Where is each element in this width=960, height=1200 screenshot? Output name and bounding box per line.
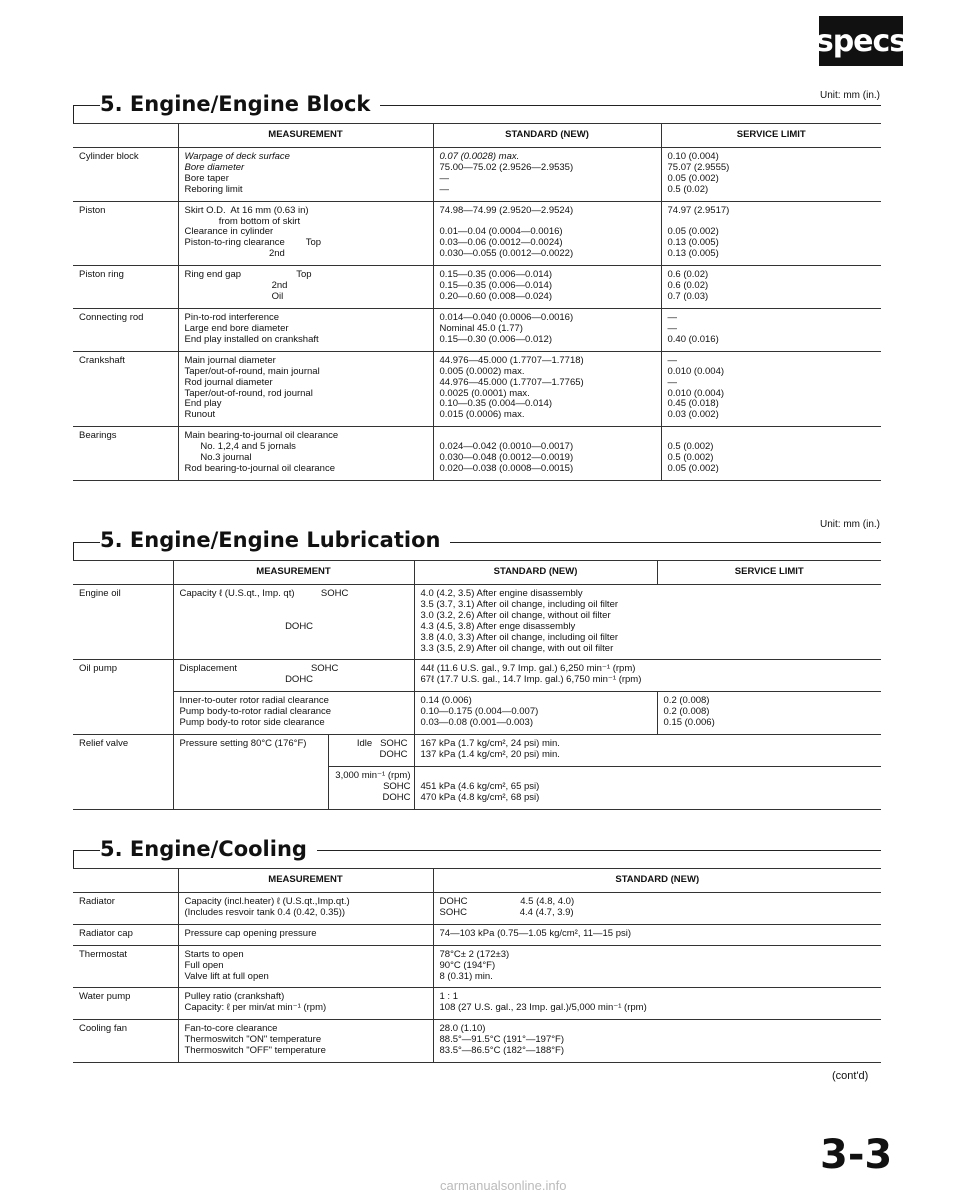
text-line: DOHC [361,748,408,760]
header-measurement: MEASUREMENT [178,869,433,893]
section-title-engine-block: 5. Engine/Engine Block [100,92,380,116]
text-line: 0.2 (0.008) [663,706,710,718]
section-title-cooling: 5. Engine/Cooling [100,837,317,861]
text-line: 83.5°—86.5°C (182°—188°F) [439,1045,565,1057]
row-measurement: Pressure setting 80°C (176°F) [173,735,328,810]
text-line: Capacity: ℓ per min/at min⁻¹ (rpm) [184,1002,327,1014]
text-line: Main bearing-to-journal oil clearance [184,430,339,442]
text-line: — [667,376,677,388]
text-line: End play installed on crankshaft [184,333,319,345]
text-line: 0.15—0.30 (0.006—0.012) [439,333,552,345]
text-line: 2nd [184,280,288,292]
text-line: Valve lift at full open [184,970,269,982]
text-line: 0.15—0.35 (0.006—0.014) [439,269,552,281]
text-line: 0.45 (0.018) [667,398,719,410]
section-corner [73,850,74,868]
text-line: 3.0 (3.2, 2.6) After oil change, without oil filter [420,609,611,621]
text-line: — [439,172,449,184]
text-line: Pump body-to-rotor radial clearance [179,706,332,718]
text-line: DOHC [382,791,411,803]
text-line: (Includes resvoir tank 0.4 (0.42, 0.35)) [184,906,346,918]
text-line: 0.13 (0.005) [667,237,719,249]
text-line: 0.5 (0.02) [667,183,709,195]
text-line: Reboring limit [184,183,243,195]
text-line: Pressure cap opening pressure [184,927,317,939]
row-category: Water pump [73,988,178,1020]
text-line: 0.15—0.35 (0.006—0.014) [439,280,552,292]
text-line: 44.976—45.000 (1.7707—1.7765) [439,376,584,388]
text-line: DOHC 4.5 (4.8, 4.0) [439,895,575,907]
row-standard [414,660,881,692]
text-line: 8 (0.31) min. [439,970,493,982]
row-service-limit [657,692,881,735]
watermark: carmanualsonline.info [440,1178,567,1193]
text-line: Bore diameter [184,161,245,173]
text-line: 470 kPa (4.8 kg/cm², 68 psi) [420,791,540,803]
table-row [73,892,881,924]
text-line: 0.014—0.040 (0.0006—0.0016) [439,311,574,323]
text-line: 0.05 (0.002) [667,172,719,184]
header-service-limit: SERVICE LIMIT [661,124,881,148]
text-line: Clearance in cylinder [184,226,274,238]
text-line: 451 kPa (4.6 kg/cm², 65 psi) [420,780,540,792]
row-lim [661,427,881,481]
table-row [73,692,881,735]
row-meas [178,924,433,945]
text-line: 0.05 (0.002) [667,226,719,238]
table-row [73,351,881,427]
row-standard [414,584,881,660]
text-line: Pulley ratio (crankshaft) [184,991,285,1003]
text-line: 88.5°—91.5°C (191°—197°F) [439,1034,565,1046]
text-line: 0.024—0.042 (0.0010—0.0017) [439,441,574,453]
text-line: No.3 journal [184,452,252,464]
row-std [433,924,881,945]
text-line: 0.5 (0.002) [667,441,714,453]
text-line: Large end bore diameter [184,322,289,334]
table-row [73,427,881,481]
text-line: 0.015 (0.0006) max. [439,409,525,421]
row-meas [178,427,433,481]
text-line: Starts to open [184,948,244,960]
text-line: Runout [184,409,216,421]
text-line: — [439,183,449,195]
text-line: 1 : 1 [439,991,458,1003]
row-meas [178,201,433,266]
text-line: 3,000 min⁻¹ (rpm) [335,769,411,781]
text-line: 108 (27 U.S. gal., 23 Imp. gal.)/5,000 min⁻¹ (rpm) [439,1002,647,1014]
specs-badge: specs [819,16,903,66]
text-line: Fan-to-core clearance [184,1023,278,1035]
text-line [180,600,408,611]
text-line: 0.010 (0.004) [667,365,725,377]
text-line: 0.005 (0.0002) max. [439,365,525,377]
row-category: Piston ring [73,266,178,309]
text-line: 0.14 (0.006) [420,695,472,707]
text-line: 0.2 (0.008) [663,695,710,707]
text-line: 75.07 (2.9555) [667,161,730,173]
text-line: Rod bearing-to-journal oil clearance [184,463,336,475]
lubrication-table [73,560,881,810]
header-category [73,869,178,893]
table-row [73,988,881,1020]
text-line: 3.5 (3.7, 3.1) After oil change, including oil filter [420,598,619,610]
text-line: Taper/out-of-round, main journal [184,365,320,377]
engine-block-table [73,123,881,481]
row-std [433,308,661,351]
row-category: Radiator cap [73,924,178,945]
table-row [73,584,881,660]
row-std [433,147,661,201]
header-standard: STANDARD (NEW) [414,561,657,585]
row-meas [178,147,433,201]
row-category: Relief valve [73,735,173,810]
text-line: 0.5 (0.002) [667,452,714,464]
row-lim [661,201,881,266]
text-line: 0.6 (0.02) [667,269,709,281]
row-std [433,266,661,309]
text-line: Displacement SOHC [179,663,339,675]
text-line: Capacity (incl.heater) ℓ (U.S.qt.,Imp.qt.) [184,895,350,907]
row-lim [661,147,881,201]
text-line: 0.05 (0.002) [667,463,719,475]
table-row [73,147,881,201]
text-line: SOHC [383,780,411,792]
table-row [73,308,881,351]
text-line: Thermoswitch "ON" temperature [184,1034,322,1046]
text-line: 0.030—0.048 (0.0012—0.0019) [439,452,574,464]
row-lim [661,266,881,309]
text-line: 74.98—74.99 (2.9520—2.9524) [439,204,574,216]
text-line: — [667,322,677,334]
text-line: — [667,311,677,323]
row-category: Engine oil [73,584,173,660]
text-line: Skirt O.D. At 16 mm (0.63 in) [184,204,309,216]
text-line: 4.3 (4.5, 3.8) After enge disassembly [420,620,576,632]
table-row [73,201,881,266]
text-line: No. 1,2,4 and 5 jornals [184,441,296,453]
text-line: 0.10 (0.004) [667,150,719,162]
text-line: Thermoswitch "OFF" temperature [184,1045,326,1057]
row-standard [414,692,657,735]
text-line: 0.03—0.08 (0.001—0.003) [420,717,534,729]
text-line: 167 kPa (1.7 kg/cm², 24 psi) min. [420,738,560,750]
unit-label: Unit: mm (in.) [820,519,880,530]
text-line: 44.976—45.000 (1.7707—1.7718) [439,354,584,366]
table-row [73,1020,881,1063]
text-line: Taper/out-of-round, rod journal [184,387,313,399]
row-meas [178,351,433,427]
text-line: Ring end gap Top [184,269,312,281]
text-line: 78°C± 2 (172±3) [439,948,510,960]
text-line: 0.20—0.60 (0.008—0.024) [439,291,552,303]
text-line: 0.6 (0.02) [667,280,709,292]
text-line: 0.03—0.06 (0.0012—0.0024) [439,237,563,249]
text-line: SOHC 4.4 (4.7, 3.9) [439,906,574,918]
unit-label: Unit: mm (in.) [820,90,880,101]
text-line: Capacity ℓ (U.S.qt., Imp. qt) SOHC [179,587,349,599]
text-line: 3.8 (4.0, 3.3) After oil change, including oil filter [420,631,619,643]
text-line: 74—103 kPa (0.75—1.05 kg/cm², 11—15 psi) [439,927,632,939]
text-line: Piston-to-ring clearance Top [184,237,322,249]
text-line: Rod journal diameter [184,376,273,388]
row-standard [414,766,881,809]
text-line: Nominal 45.0 (1.77) [439,322,523,334]
text-line: 0.030—0.055 (0.0012—0.0022) [439,248,574,260]
row-standard [414,735,881,767]
text-line: 0.0025 (0.0001) max. [439,387,530,399]
row-meas [178,266,433,309]
row-category: Cylinder block [73,147,178,201]
table-row [73,924,881,945]
row-category: Piston [73,201,178,266]
text-line: Full open [184,959,224,971]
row-category: Crankshaft [73,351,178,427]
row-std [433,351,661,427]
section-title-lubrication: 5. Engine/Engine Lubrication [100,528,450,552]
text-line: 44ℓ (11.6 U.S. gal., 9.7 Imp. gal.) 6,250 min⁻¹ (rpm) [420,663,636,675]
section-corner [73,542,74,560]
text-line: Inner-to-outer rotor radial clearance [179,695,329,707]
row-category: Thermostat [73,945,178,988]
continued-label: (cont'd) [832,1070,869,1082]
text-line: 137 kPa (1.4 kg/cm², 20 psi) min. [420,748,560,760]
text-line: 4.0 (4.2, 3.5) After engine disassembly [420,587,583,599]
row-lim [661,351,881,427]
header-category [73,124,178,148]
row-category: Connecting rod [73,308,178,351]
row-meas [178,1020,433,1063]
table-row [73,660,881,692]
text-line: 90°C (194°F) [439,959,496,971]
text-line: Idle SOHC [356,738,408,750]
text-line: from bottom of skirt [184,215,301,227]
text-line: 0.03 (0.002) [667,409,719,421]
row-meas [178,945,433,988]
section-corner [73,105,74,123]
row-meas [178,308,433,351]
text-line: 0.10—0.175 (0.004—0.007) [420,706,539,718]
row-condition [328,766,414,809]
text-line: 0.13 (0.005) [667,248,719,260]
page-number: 3-3 [820,1132,893,1178]
text-line: End play [184,398,222,410]
text-line: Main journal diameter [184,354,276,366]
text-line: 0.15 (0.006) [663,717,715,729]
row-category: Radiator [73,892,178,924]
header-service-limit: SERVICE LIMIT [657,561,881,585]
text-line: 75.00—75.02 (2.9526—2.9535) [439,161,574,173]
row-category: Oil pump [73,660,173,735]
row-category: Bearings [73,427,178,481]
text-line: Pump body-to rotor side clearance [179,717,325,729]
text-line: DOHC [179,620,314,632]
header-measurement: MEASUREMENT [173,561,414,585]
row-std [433,945,881,988]
header-category [73,561,173,585]
text-line: Pin-to-rod interference [184,311,280,323]
text-line: 74.97 (2.9517) [667,204,730,216]
text-line: 67ℓ (17.7 U.S. gal., 14.7 Imp. gal.) 6,750 min⁻¹ (rpm) [420,674,642,686]
cooling-table [73,868,881,1063]
table-row [73,945,881,988]
text-line: 0.01—0.04 (0.0004—0.0016) [439,226,563,238]
table-row [73,735,881,767]
text-line: Oil [184,291,284,303]
row-measurement [173,584,414,660]
text-line: 28.0 (1.10) [439,1023,486,1035]
text-line: — [667,354,677,366]
text-line: Warpage of deck surface [184,150,290,162]
header-standard: STANDARD (NEW) [433,869,881,893]
row-std [433,892,881,924]
text-line: 0.020—0.038 (0.0008—0.0015) [439,463,574,475]
table-row [73,266,881,309]
text-line: 2nd [184,248,285,260]
row-condition [328,735,414,767]
row-lim [661,308,881,351]
row-std [433,1020,881,1063]
text-line: 0.10—0.35 (0.004—0.014) [439,398,552,410]
row-measurement [173,660,414,692]
text-line: 3.3 (3.5, 2.9) After oil change, with out oil filter [420,642,614,654]
row-std [433,201,661,266]
row-meas [178,988,433,1020]
header-standard: STANDARD (NEW) [433,124,661,148]
text-line: 0.07 (0.0028) max. [439,150,520,162]
row-std [433,988,881,1020]
text-line: 0.010 (0.004) [667,387,725,399]
text-line: 0.7 (0.03) [667,291,709,303]
text-line: Bore taper [184,172,229,184]
row-measurement [173,692,414,735]
header-measurement: MEASUREMENT [178,124,433,148]
row-category: Cooling fan [73,1020,178,1063]
row-meas [178,892,433,924]
row-std [433,427,661,481]
text-line: 0.40 (0.016) [667,333,719,345]
text-line: DOHC [179,674,314,686]
